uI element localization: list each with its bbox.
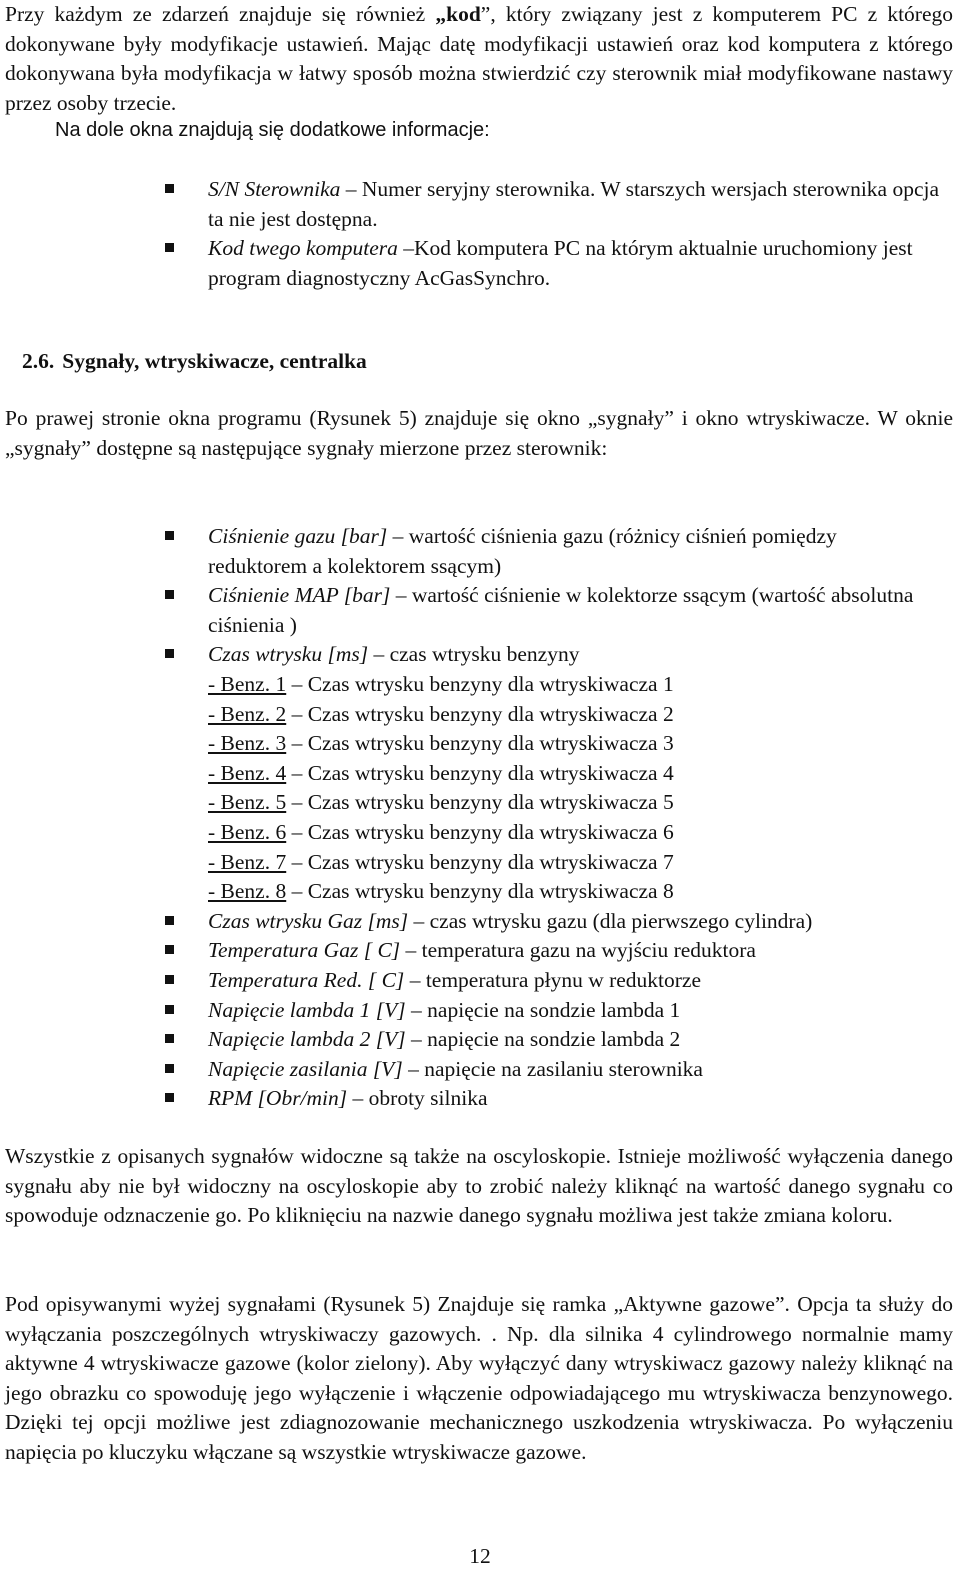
- list-item: [0, 581, 960, 640]
- benz-desc: – Czas wtrysku benzyny dla wtryskiwacza 5: [286, 790, 674, 815]
- list-item: [0, 1025, 960, 1055]
- list-item: [0, 640, 960, 670]
- extra-info-list: [0, 175, 960, 293]
- benz-label: - Benz. 8: [208, 879, 287, 904]
- benz-label: - Benz. 6: [208, 819, 287, 844]
- benz-label: - Benz. 1: [208, 671, 287, 696]
- intro-paragraph: [5, 0, 953, 118]
- benz-label: - Benz. 2: [208, 701, 287, 726]
- benz-label: - Benz. 4: [208, 760, 287, 785]
- section-title: Sygnały, wtryskiwacze, centralka: [62, 349, 367, 373]
- signal-desc: – napięcie na zasilaniu sterownika: [402, 1056, 703, 1081]
- list-item: [0, 522, 960, 581]
- signal-desc: – wartość ciśnienia gazu (różnicy ciśnień pomiędzy reduktorem a kolektorem ssącym): [208, 524, 837, 578]
- bullet-square-icon: [165, 1093, 174, 1102]
- item-desc: – Numer seryjny sterownika. W starszych wersjach sterownika opcja ta nie jest dostępna.: [208, 177, 940, 231]
- intro-text-a: Przy każdym ze zdarzeń znajduje się również: [5, 2, 436, 26]
- signal-desc: – wartość ciśnienie w kolektorze ssącym (wartość absolutna ciśnienia ): [208, 583, 914, 637]
- benz-item: [0, 759, 960, 789]
- signal-term: Napięcie zasilania [V]: [208, 1056, 403, 1081]
- benz-item: [0, 729, 960, 759]
- list-item: [0, 996, 960, 1026]
- section-intro-paragraph: Po prawej stronie okna programu (Rysunek 5) znajduje się okno „sygnały” i okno wtryskiwacze. W oknie „sygnały” dostępne są następujące sygnały mierzone przez sterownik:: [5, 406, 953, 460]
- bullet-square-icon: [165, 1034, 174, 1043]
- page-number: 12: [469, 1544, 491, 1568]
- list-item: [0, 234, 960, 293]
- signal-term: Napięcie lambda 1 [V]: [208, 997, 406, 1022]
- list-item: [0, 966, 960, 996]
- bullet-square-icon: [165, 531, 174, 540]
- benz-desc: – Czas wtrysku benzyny dla wtryskiwacza 3: [286, 731, 674, 756]
- bullet-square-icon: [165, 649, 174, 658]
- signal-term: Czas wtrysku Gaz [ms]: [208, 908, 409, 933]
- bullet-square-icon: [165, 975, 174, 984]
- list-item: [0, 1084, 960, 1114]
- item-term: Kod twego komputera: [208, 236, 398, 261]
- benz-desc: – Czas wtrysku benzyny dla wtryskiwacza 4: [286, 760, 674, 785]
- section-number: 2.6.: [22, 349, 55, 373]
- benz-desc: – Czas wtrysku benzyny dla wtryskiwacza 1: [286, 671, 674, 696]
- benz-item: [0, 700, 960, 730]
- signals-list: [0, 522, 960, 1114]
- benz-label: - Benz. 5: [208, 790, 287, 815]
- intro-kod-bold: „kod: [435, 2, 481, 26]
- list-item: [0, 907, 960, 937]
- item-term: S/N Sterownika: [208, 177, 341, 201]
- signal-desc: – napięcie na sondzie lambda 2: [405, 1027, 681, 1052]
- benz-item: [0, 877, 960, 907]
- benz-label: - Benz. 7: [208, 849, 287, 874]
- active-gas-paragraph: Pod opisywanymi wyżej sygnałami (Rysunek 5) Znajduje się ramka „Aktywne gazowe”. Opcja ta służy do wyłączania poszczególnych wtryskiwaczy gazowych. . Np. dla silnika 4 cylindrowego normalnie mamy aktywne 4 wtryskiwacze gazowe (kolor zielony). Aby wyłączyć dany wtryskiwacz gazowy należy kliknąć na jego obrazku co spowoduję jego wyłączenie i włączenie odpowiadającego mu wtryskiwacza benzynowego. Dzięki tej opcji możliwe jest zdiagnozowanie mechanicznego uszkodzenia wtryskiwacza. Po wyłączeniu napięcia po kluczyku włączane są wszystkie wtryskiwacze gazowe.: [5, 1292, 953, 1464]
- intro-text-b: ”, który związany jest z komputerem PC z którego dokonywane były modyfikacje ustawień. Mając datę modyfikacji ustawień oraz kod komputera z którego dokonywana była modyfikacja w łatwy sposób można stwierdzić czy sterownik miał modyfikowane nastawy przez osoby trzecie.: [5, 2, 953, 115]
- benz-desc: – Czas wtrysku benzyny dla wtryskiwacza 2: [286, 701, 674, 726]
- benz-item: [0, 848, 960, 878]
- list-item: [0, 1055, 960, 1085]
- signal-desc: – czas wtrysku gazu (dla pierwszego cylindra): [408, 908, 813, 933]
- benz-item: [0, 818, 960, 848]
- signal-term: Temperatura Gaz [ C]: [208, 938, 401, 963]
- signal-term: Temperatura Red. [ C]: [208, 967, 405, 992]
- bullet-square-icon: [165, 1064, 174, 1073]
- benz-desc: – Czas wtrysku benzyny dla wtryskiwacza 8: [286, 879, 674, 904]
- bullet-square-icon: [165, 590, 174, 599]
- signal-term: RPM [Obr/min]: [208, 1086, 348, 1111]
- bullet-square-icon: [165, 243, 174, 252]
- benz-item: [0, 670, 960, 700]
- oscilloscope-paragraph: Wszystkie z opisanych sygnałów widoczne są także na oscyloskopie. Istnieje możliwość wyłączenia danego sygnału aby nie był widoczny na oscyloskopie aby to zrobić należy kliknąć na wartość danego sygnału co spowoduje odznaczenie go. Po kliknięciu na nazwie danego sygnału możliwa jest także zmiana koloru.: [5, 1144, 953, 1228]
- bullet-square-icon: [165, 945, 174, 954]
- bullet-square-icon: [165, 1005, 174, 1014]
- benz-label: - Benz. 3: [208, 731, 287, 756]
- signal-desc: – temperatura gazu na wyjściu reduktora: [400, 938, 756, 963]
- section-heading: [22, 347, 367, 377]
- signal-desc: – napięcie na sondzie lambda 1: [405, 997, 681, 1022]
- signal-term: Ciśnienie MAP [bar]: [208, 583, 391, 608]
- benz-desc: – Czas wtrysku benzyny dla wtryskiwacza 7: [286, 849, 674, 874]
- bullet-square-icon: [165, 184, 174, 193]
- signal-desc: – czas wtrysku benzyny: [368, 642, 580, 667]
- item-desc: –Kod komputera PC na którym aktualnie uruchomiony jest program diagnostyczny AcGasSynchro.: [208, 236, 913, 290]
- signal-term: Czas wtrysku [ms]: [208, 642, 369, 667]
- extra-info-heading: Na dole okna znajdują się dodatkowe informacje:: [55, 119, 490, 141]
- list-item: [0, 175, 960, 234]
- signal-term: Ciśnienie gazu [bar]: [208, 524, 388, 548]
- signal-desc: – obroty silnika: [347, 1086, 488, 1111]
- list-item: [0, 936, 960, 966]
- bullet-square-icon: [165, 916, 174, 925]
- signal-term: Napięcie lambda 2 [V]: [208, 1027, 406, 1052]
- benz-item: [0, 788, 960, 818]
- signal-desc: – temperatura płynu w reduktorze: [404, 967, 702, 992]
- benz-desc: – Czas wtrysku benzyny dla wtryskiwacza 6: [286, 819, 674, 844]
